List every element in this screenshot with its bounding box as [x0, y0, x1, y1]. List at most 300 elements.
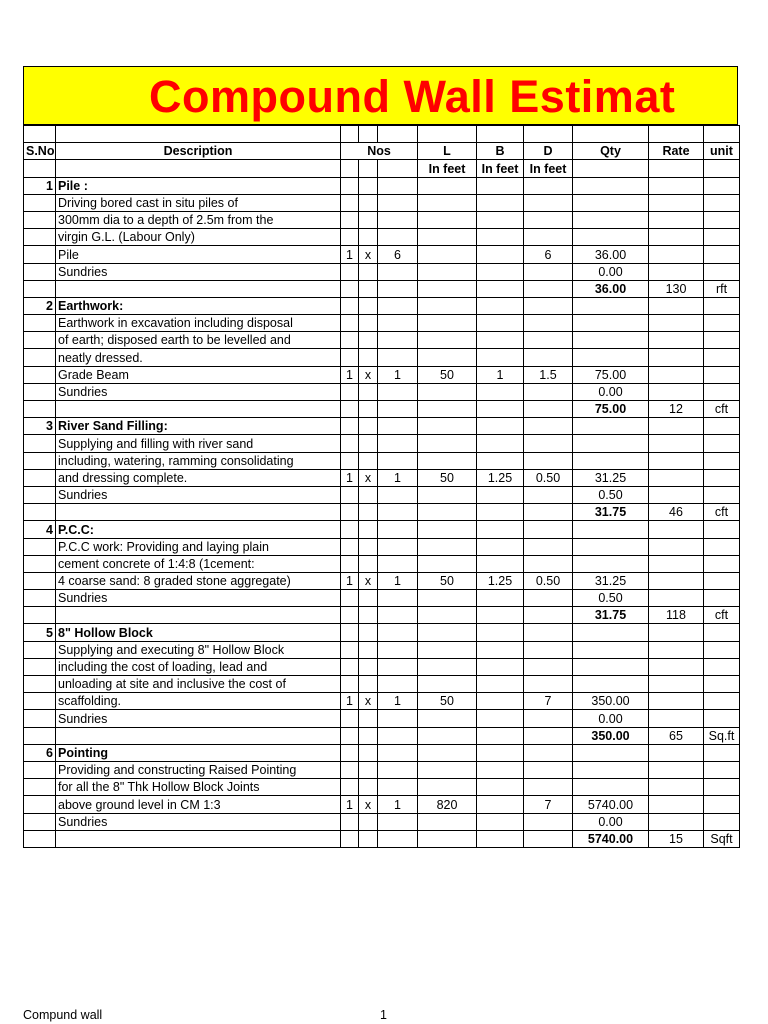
breadth-value [477, 796, 524, 813]
empty-cell [359, 590, 378, 607]
empty-cell [704, 315, 740, 332]
description-line: Driving bored cast in situ piles of [56, 194, 341, 211]
empty-cell [418, 710, 477, 727]
empty-cell [341, 555, 359, 572]
empty-cell [359, 744, 378, 761]
empty-cell [524, 435, 573, 452]
sundries-qty: 0.00 [573, 710, 649, 727]
length-value: 50 [418, 366, 477, 383]
empty-cell [704, 435, 740, 452]
empty-cell [649, 435, 704, 452]
empty-cell [704, 693, 740, 710]
empty-cell [704, 418, 740, 435]
empty-cell [341, 658, 359, 675]
empty-cell [378, 349, 418, 366]
empty-cell [378, 779, 418, 796]
empty-cell [418, 676, 477, 693]
length-value [418, 246, 477, 263]
description-row [24, 676, 740, 693]
item-label: 4 coarse sand: 8 graded stone aggregate) [56, 572, 341, 589]
total-qty: 31.75 [573, 504, 649, 521]
total-qty: 75.00 [573, 401, 649, 418]
header-qty: Qty [573, 143, 649, 160]
empty-cell [418, 813, 477, 830]
empty-cell [24, 676, 56, 693]
empty-cell [341, 401, 359, 418]
empty-cell [704, 744, 740, 761]
empty-cell [24, 452, 56, 469]
empty-cell [649, 658, 704, 675]
depth-value: 7 [524, 693, 573, 710]
empty-cell [24, 229, 56, 246]
empty-cell [573, 641, 649, 658]
empty-cell [649, 538, 704, 555]
empty-cell [524, 229, 573, 246]
section-heading-row [24, 521, 740, 538]
empty-cell [24, 332, 56, 349]
rate-value: 130 [649, 280, 704, 297]
empty-cell [649, 349, 704, 366]
empty-cell [378, 710, 418, 727]
empty-cell [524, 401, 573, 418]
sundries-qty: 0.00 [573, 383, 649, 400]
empty-cell [24, 246, 56, 263]
sundries-row [24, 383, 740, 400]
nos-multiply: x [359, 693, 378, 710]
empty-cell [359, 332, 378, 349]
empty-cell [378, 676, 418, 693]
empty-cell [359, 779, 378, 796]
empty-cell [704, 658, 740, 675]
empty-cell [477, 401, 524, 418]
empty-cell [573, 297, 649, 314]
empty-cell [524, 263, 573, 280]
empty-cell [524, 607, 573, 624]
empty-cell [477, 830, 524, 847]
empty-cell [359, 229, 378, 246]
empty-cell [704, 641, 740, 658]
qty-value: 350.00 [573, 693, 649, 710]
empty-cell [524, 332, 573, 349]
empty-cell [524, 504, 573, 521]
empty-cell [418, 658, 477, 675]
empty-cell [24, 280, 56, 297]
empty-cell [359, 435, 378, 452]
nos-quantity: 1 [378, 469, 418, 486]
empty-cell [24, 383, 56, 400]
empty-cell [418, 452, 477, 469]
empty-cell [704, 710, 740, 727]
sundries-row [24, 590, 740, 607]
empty-cell [359, 263, 378, 280]
empty-cell [573, 177, 649, 194]
empty-cell [341, 297, 359, 314]
empty-cell [341, 521, 359, 538]
empty-cell [418, 555, 477, 572]
empty-cell [341, 830, 359, 847]
description-line: 300mm dia to a depth of 2.5m from the [56, 211, 341, 228]
total-row [24, 830, 740, 847]
section-heading: River Sand Filling: [56, 418, 341, 435]
empty-cell [418, 779, 477, 796]
empty-cell [24, 761, 56, 778]
empty-cell [56, 830, 341, 847]
unit-value: cft [704, 401, 740, 418]
empty-cell [378, 435, 418, 452]
empty-cell [524, 710, 573, 727]
empty-cell [418, 263, 477, 280]
empty-cell [378, 641, 418, 658]
nos-count: 1 [341, 366, 359, 383]
empty-cell [341, 315, 359, 332]
empty-cell [524, 418, 573, 435]
header-row [24, 143, 740, 160]
header-nos: Nos [341, 143, 418, 160]
section-number: 4 [24, 521, 56, 538]
empty-cell [573, 538, 649, 555]
empty-cell [378, 211, 418, 228]
empty-cell [378, 521, 418, 538]
empty-cell [378, 813, 418, 830]
section-heading: 8" Hollow Block [56, 624, 341, 641]
empty-cell [477, 315, 524, 332]
empty-cell [524, 727, 573, 744]
empty-cell [573, 521, 649, 538]
empty-cell [649, 641, 704, 658]
rate-value: 15 [649, 830, 704, 847]
empty-cell [704, 194, 740, 211]
rate-value: 118 [649, 607, 704, 624]
measurement-row [24, 796, 740, 813]
header-l: L [418, 143, 477, 160]
empty-cell [704, 813, 740, 830]
empty-cell [56, 504, 341, 521]
empty-cell [418, 332, 477, 349]
empty-cell [378, 624, 418, 641]
empty-cell [477, 383, 524, 400]
empty-cell [524, 813, 573, 830]
nos-quantity: 1 [378, 366, 418, 383]
empty-cell [573, 194, 649, 211]
empty-cell [524, 555, 573, 572]
empty-cell [704, 538, 740, 555]
qty-value: 31.25 [573, 572, 649, 589]
empty-cell [359, 280, 378, 297]
empty-cell [649, 555, 704, 572]
empty-cell [704, 383, 740, 400]
empty-cell [704, 590, 740, 607]
empty-cell [418, 830, 477, 847]
empty-cell [24, 830, 56, 847]
empty-cell [649, 521, 704, 538]
empty-cell [378, 263, 418, 280]
empty-cell [477, 263, 524, 280]
empty-cell [649, 366, 704, 383]
length-value: 50 [418, 693, 477, 710]
empty-cell [573, 229, 649, 246]
empty-cell [524, 779, 573, 796]
total-qty: 5740.00 [573, 830, 649, 847]
description-row [24, 658, 740, 675]
empty-cell [378, 658, 418, 675]
empty-cell [378, 727, 418, 744]
empty-cell [24, 211, 56, 228]
empty-cell [418, 641, 477, 658]
empty-cell [649, 194, 704, 211]
page-title: Compound Wall Estimat [149, 71, 676, 122]
empty-cell [378, 555, 418, 572]
description-row [24, 349, 740, 366]
empty-cell [524, 452, 573, 469]
empty-cell [704, 521, 740, 538]
empty-cell [341, 727, 359, 744]
empty-cell [24, 658, 56, 675]
empty-cell [56, 727, 341, 744]
empty-cell [359, 538, 378, 555]
sundries-row [24, 263, 740, 280]
empty-cell [704, 349, 740, 366]
empty-cell [524, 521, 573, 538]
measurement-row [24, 693, 740, 710]
empty-cell [649, 486, 704, 503]
empty-cell [359, 297, 378, 314]
nos-quantity: 1 [378, 572, 418, 589]
empty-cell [573, 779, 649, 796]
empty-cell [704, 469, 740, 486]
empty-cell [418, 418, 477, 435]
empty-cell [704, 366, 740, 383]
sundries-label: Sundries [56, 590, 341, 607]
empty-cell [649, 246, 704, 263]
section-number: 5 [24, 624, 56, 641]
description-row [24, 194, 740, 211]
empty-cell [477, 229, 524, 246]
empty-cell [704, 229, 740, 246]
description-row [24, 315, 740, 332]
empty-cell [524, 211, 573, 228]
empty-cell [524, 538, 573, 555]
empty-cell [704, 779, 740, 796]
nos-quantity: 1 [378, 796, 418, 813]
empty-cell [341, 813, 359, 830]
empty-cell [359, 177, 378, 194]
empty-cell [477, 521, 524, 538]
sundries-qty: 0.50 [573, 486, 649, 503]
description-line: P.C.C work: Providing and laying plain [56, 538, 341, 555]
estimate-table [23, 125, 740, 848]
empty-cell [341, 229, 359, 246]
empty-cell [56, 280, 341, 297]
description-row [24, 641, 740, 658]
empty-cell [477, 779, 524, 796]
empty-cell [477, 504, 524, 521]
empty-cell [24, 555, 56, 572]
empty-cell [649, 590, 704, 607]
empty-cell [24, 469, 56, 486]
empty-cell [524, 590, 573, 607]
nos-count: 1 [341, 246, 359, 263]
empty-cell [341, 744, 359, 761]
empty-cell [418, 761, 477, 778]
empty-cell [418, 297, 477, 314]
rate-value: 46 [649, 504, 704, 521]
empty-cell [418, 744, 477, 761]
empty-cell [24, 486, 56, 503]
empty-cell [524, 658, 573, 675]
empty-cell [24, 572, 56, 589]
description-line: including the cost of loading, lead and [56, 658, 341, 675]
description-line: Earthwork in excavation including disposal [56, 315, 341, 332]
empty-cell [24, 538, 56, 555]
description-row [24, 211, 740, 228]
nos-multiply: x [359, 469, 378, 486]
empty-cell [477, 727, 524, 744]
description-line: Supplying and executing 8" Hollow Block [56, 641, 341, 658]
nos-quantity: 1 [378, 693, 418, 710]
empty-cell [359, 383, 378, 400]
empty-cell [341, 194, 359, 211]
empty-cell [24, 349, 56, 366]
empty-cell [378, 590, 418, 607]
section-heading-row [24, 177, 740, 194]
depth-value: 7 [524, 796, 573, 813]
empty-cell [418, 383, 477, 400]
empty-cell [418, 590, 477, 607]
empty-cell [378, 332, 418, 349]
empty-cell [359, 349, 378, 366]
footer-sheet-name: Compund wall [23, 1008, 103, 1022]
l-unit: In feet [418, 160, 477, 177]
empty-cell [359, 607, 378, 624]
total-qty: 31.75 [573, 607, 649, 624]
header-b: B [477, 143, 524, 160]
breadth-value: 1.25 [477, 572, 524, 589]
section-heading-row [24, 744, 740, 761]
length-value: 820 [418, 796, 477, 813]
nos-count: 1 [341, 572, 359, 589]
sundries-qty: 0.00 [573, 813, 649, 830]
section-number: 6 [24, 744, 56, 761]
description-line: unloading at site and inclusive the cost of [56, 676, 341, 693]
empty-cell [524, 280, 573, 297]
empty-cell [704, 572, 740, 589]
empty-cell [649, 469, 704, 486]
empty-cell [573, 452, 649, 469]
empty-cell [704, 796, 740, 813]
empty-cell [378, 315, 418, 332]
empty-cell [477, 194, 524, 211]
qty-value: 75.00 [573, 366, 649, 383]
total-row [24, 280, 740, 297]
empty-cell [341, 349, 359, 366]
description-row [24, 555, 740, 572]
empty-cell [649, 710, 704, 727]
empty-cell [341, 641, 359, 658]
total-row [24, 504, 740, 521]
empty-cell [378, 744, 418, 761]
empty-cell [341, 418, 359, 435]
empty-cell [477, 710, 524, 727]
empty-cell [704, 761, 740, 778]
empty-cell [24, 590, 56, 607]
empty-cell [418, 401, 477, 418]
empty-cell [418, 607, 477, 624]
nos-multiply: x [359, 246, 378, 263]
breadth-value: 1.25 [477, 469, 524, 486]
nos-count: 1 [341, 469, 359, 486]
empty-cell [573, 658, 649, 675]
empty-cell [378, 830, 418, 847]
empty-cell [341, 710, 359, 727]
empty-cell [573, 211, 649, 228]
empty-cell [341, 624, 359, 641]
depth-value: 0.50 [524, 572, 573, 589]
section-heading-row [24, 418, 740, 435]
breadth-value: 1 [477, 366, 524, 383]
empty-cell [341, 263, 359, 280]
section-number: 3 [24, 418, 56, 435]
empty-cell [477, 641, 524, 658]
empty-cell [341, 280, 359, 297]
empty-cell [704, 555, 740, 572]
section-heading: Pointing [56, 744, 341, 761]
empty-cell [359, 641, 378, 658]
description-row [24, 538, 740, 555]
empty-cell [573, 624, 649, 641]
empty-cell [341, 607, 359, 624]
total-qty: 350.00 [573, 727, 649, 744]
empty-cell [341, 332, 359, 349]
empty-cell [649, 676, 704, 693]
empty-cell [378, 607, 418, 624]
empty-cell [418, 211, 477, 228]
total-row [24, 401, 740, 418]
empty-cell [477, 177, 524, 194]
measurement-row [24, 469, 740, 486]
sundries-qty: 0.50 [573, 590, 649, 607]
empty-cell [341, 486, 359, 503]
unit-value: Sqft [704, 830, 740, 847]
empty-cell [341, 761, 359, 778]
empty-cell [341, 383, 359, 400]
empty-cell [341, 590, 359, 607]
description-line: for all the 8" Thk Hollow Block Joints [56, 779, 341, 796]
empty-cell [573, 315, 649, 332]
empty-cell [359, 315, 378, 332]
empty-cell [24, 263, 56, 280]
empty-cell [24, 641, 56, 658]
sundries-row [24, 813, 740, 830]
empty-cell [573, 435, 649, 452]
rate-value: 65 [649, 727, 704, 744]
nos-multiply: x [359, 796, 378, 813]
item-label: Pile [56, 246, 341, 263]
unit-value: rft [704, 280, 740, 297]
nos-count: 1 [341, 693, 359, 710]
empty-cell [418, 315, 477, 332]
empty-cell [359, 211, 378, 228]
empty-cell [524, 744, 573, 761]
description-row [24, 779, 740, 796]
empty-cell [359, 486, 378, 503]
empty-cell [359, 521, 378, 538]
empty-cell [477, 349, 524, 366]
description-line: of earth; disposed earth to be levelled and [56, 332, 341, 349]
sundries-label: Sundries [56, 383, 341, 400]
header-description: Description [56, 143, 341, 160]
empty-cell [359, 401, 378, 418]
description-line: including, watering, ramming consolidating [56, 452, 341, 469]
